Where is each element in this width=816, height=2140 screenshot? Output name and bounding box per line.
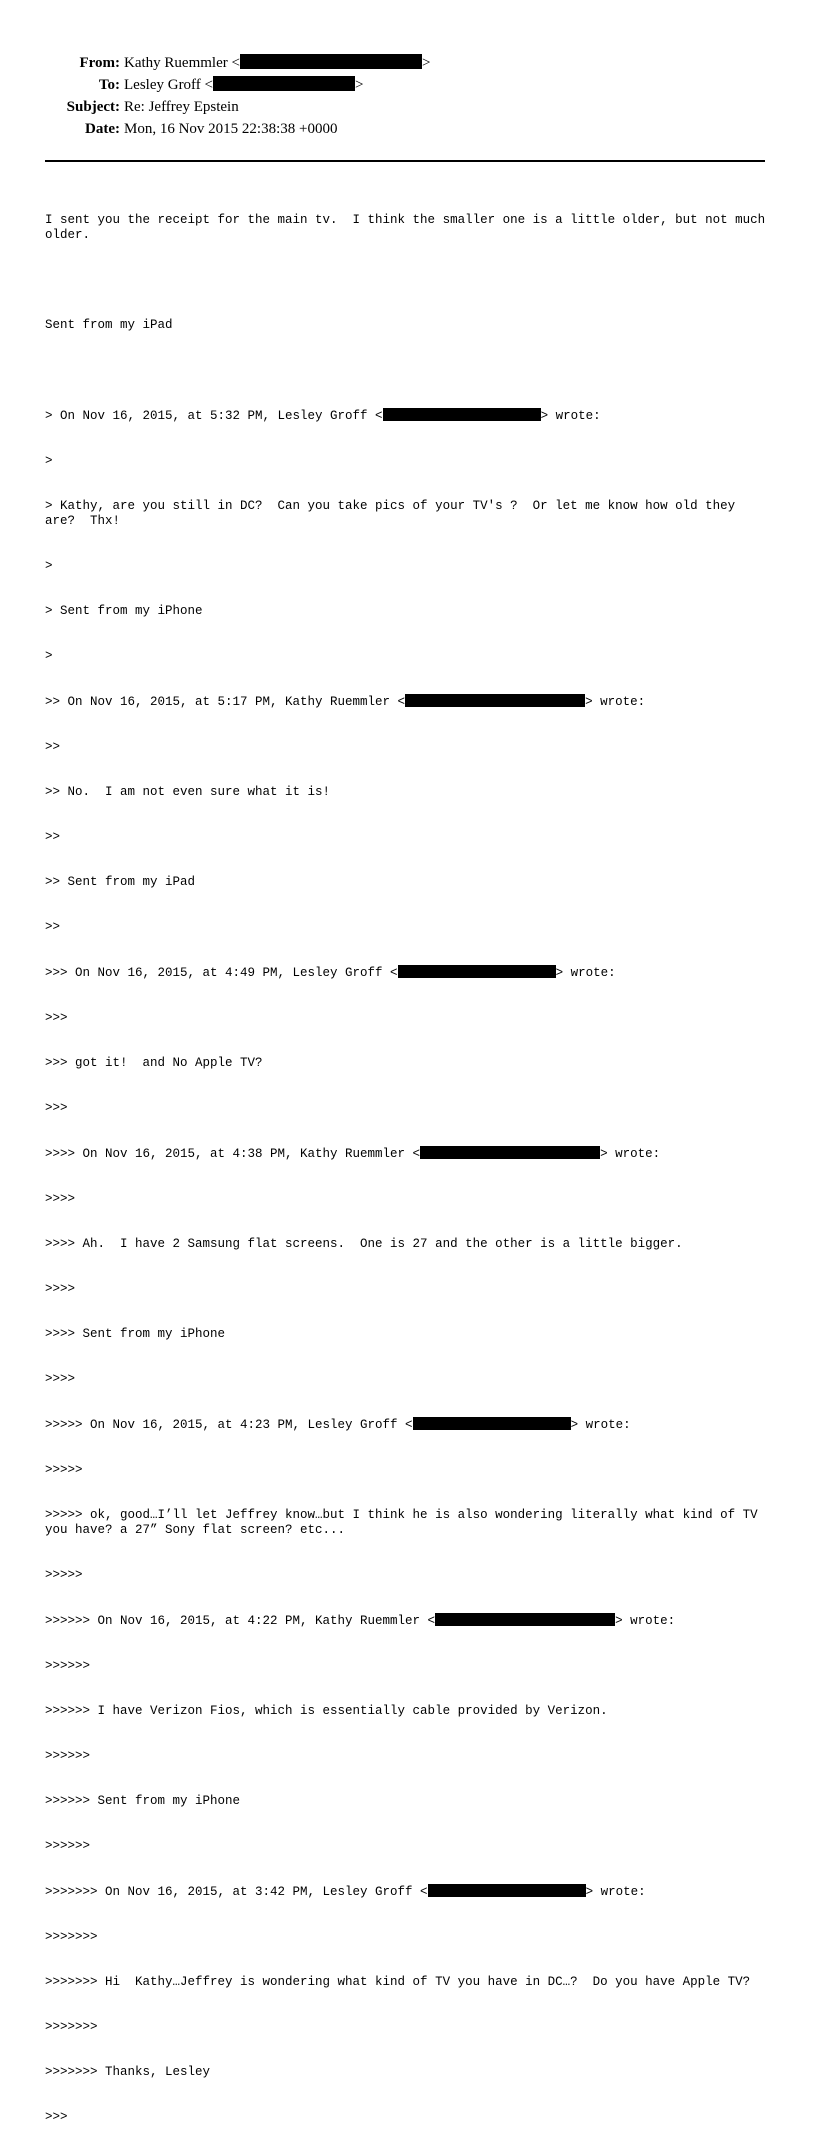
header-divider [45, 160, 765, 162]
body-line: >>>> Ah. I have 2 Samsung flat screens. One is 27 and the other is a little bigger. [45, 1237, 683, 1251]
quote-header-text: >>>>> On Nov 16, 2015, at 4:23 PM, Lesley Groff < [45, 1418, 413, 1432]
body-line: I sent you the receipt for the main tv. I think the smaller one is a little older, but not much older. [45, 213, 773, 242]
body-line: >> [45, 740, 61, 754]
body-line: >>>> [45, 1372, 76, 1386]
body-line: >>> got it! and No Apple TV? [45, 1056, 263, 1070]
redaction-box [213, 76, 355, 91]
date-row [0, 118, 816, 140]
to-tail: > [355, 77, 364, 93]
quote-header-line [45, 1613, 769, 1629]
quote-header-tail: > wrote: [570, 1418, 631, 1432]
quote-header-text: > On Nov 16, 2015, at 5:32 PM, Lesley Groff < [45, 409, 383, 423]
to-label: To: [98, 77, 120, 93]
body-line: > Sent from my iPhone [45, 604, 203, 618]
body-line: > Kathy, are you still in DC? Can you take pics of your TV's ? Or let me know how old they are? Thx! [45, 499, 743, 528]
quote-header-tail: > wrote: [555, 966, 616, 980]
email-body [45, 183, 773, 2140]
quote-header-text: >>>> On Nov 16, 2015, at 4:38 PM, Kathy Ruemmler < [45, 1147, 421, 1161]
quote-header-text: >>>>>>> On Nov 16, 2015, at 3:42 PM, Lesley Groff < [45, 1885, 428, 1899]
body-line: >>> [45, 1011, 68, 1025]
quote-header-line [45, 1884, 769, 1900]
quote-header-text: >> On Nov 16, 2015, at 5:17 PM, Kathy Ruemmler < [45, 695, 406, 709]
body-line: >>>>>>> Thanks, Lesley [45, 2065, 211, 2079]
body-line: > [45, 454, 53, 468]
body-line: >>>>> [45, 1463, 83, 1477]
from-name: Kathy Ruemmler < [124, 55, 240, 71]
body-line: >> [45, 920, 61, 934]
subject-value: Re: Jeffrey Epstein [124, 99, 239, 115]
date-value: Mon, 16 Nov 2015 22:38:38 +0000 [124, 121, 338, 137]
body-line: >>> [45, 1101, 68, 1115]
body-line: >>>> [45, 1192, 76, 1206]
redaction-box [435, 1613, 615, 1626]
subject-label: Subject: [66, 99, 120, 115]
quote-header-tail: > wrote: [615, 1614, 676, 1628]
redaction-box [405, 694, 585, 707]
body-line: >>>>>>> Hi Kathy…Jeffrey is wondering what kind of TV you have in DC…? Do you have Apple TV? [45, 1975, 751, 1989]
body-line: >> [45, 830, 61, 844]
redaction-box [398, 965, 556, 978]
quote-header-line [45, 1417, 769, 1433]
body-line: >>>>>>> [45, 1930, 98, 1944]
redaction-box [413, 1417, 571, 1430]
body-line: >>>>>>> [45, 2020, 98, 2034]
body-line: >>>>>> [45, 1659, 91, 1673]
from-tail: > [421, 55, 431, 71]
quote-header-line [45, 408, 769, 424]
redaction-box [420, 1146, 600, 1159]
quote-header-text: >>> On Nov 16, 2015, at 4:49 PM, Lesley Groff < [45, 966, 398, 980]
quote-header-tail: > wrote: [600, 1147, 661, 1161]
redaction-box [240, 54, 422, 69]
body-line: >>>> [45, 1282, 76, 1296]
quote-header-tail: > wrote: [585, 1885, 646, 1899]
quote-header-line [45, 965, 769, 981]
email-header [0, 52, 816, 140]
to-value [124, 74, 363, 96]
body-line: >>>>>> [45, 1749, 91, 1763]
body-line: >> No. I am not even sure what it is! [45, 785, 331, 799]
redaction-box [383, 408, 541, 421]
quote-header-line [45, 1146, 769, 1162]
date-label: Date: [85, 121, 120, 137]
to-row [0, 74, 816, 96]
quote-header-tail: > wrote: [585, 695, 646, 709]
body-line: > [45, 649, 53, 663]
quote-header-tail: > wrote: [540, 409, 601, 423]
subject-row [0, 96, 816, 118]
blank-line [45, 273, 769, 288]
body-line: >>>>> [45, 1568, 83, 1582]
quote-header-line [45, 694, 769, 710]
body-line: >>>>>> Sent from my iPhone [45, 1794, 241, 1808]
from-row [0, 52, 816, 74]
body-line: >>>>>> I have Verizon Fios, which is essentially cable provided by Verizon. [45, 1704, 608, 1718]
body-line: Sent from my iPad [45, 318, 173, 332]
body-line: >>>>> ok, good…I’ll let Jeffrey know…but I think he is also wondering literally what kind of TV you have? a 27” Sony flat screen? etc... [45, 1508, 766, 1537]
body-line: > [45, 559, 53, 573]
redaction-box [428, 1884, 586, 1897]
body-line: >>>>>> [45, 1839, 91, 1853]
to-name: Lesley Groff < [124, 77, 213, 93]
from-label: From: [79, 55, 120, 71]
body-line: >> Sent from my iPad [45, 875, 196, 889]
body-line: >>> [45, 2110, 68, 2124]
quote-header-text: >>>>>> On Nov 16, 2015, at 4:22 PM, Kathy Ruemmler < [45, 1614, 436, 1628]
body-line: >>>> Sent from my iPhone [45, 1327, 226, 1341]
blank-line [45, 363, 769, 378]
from-value [124, 52, 430, 74]
